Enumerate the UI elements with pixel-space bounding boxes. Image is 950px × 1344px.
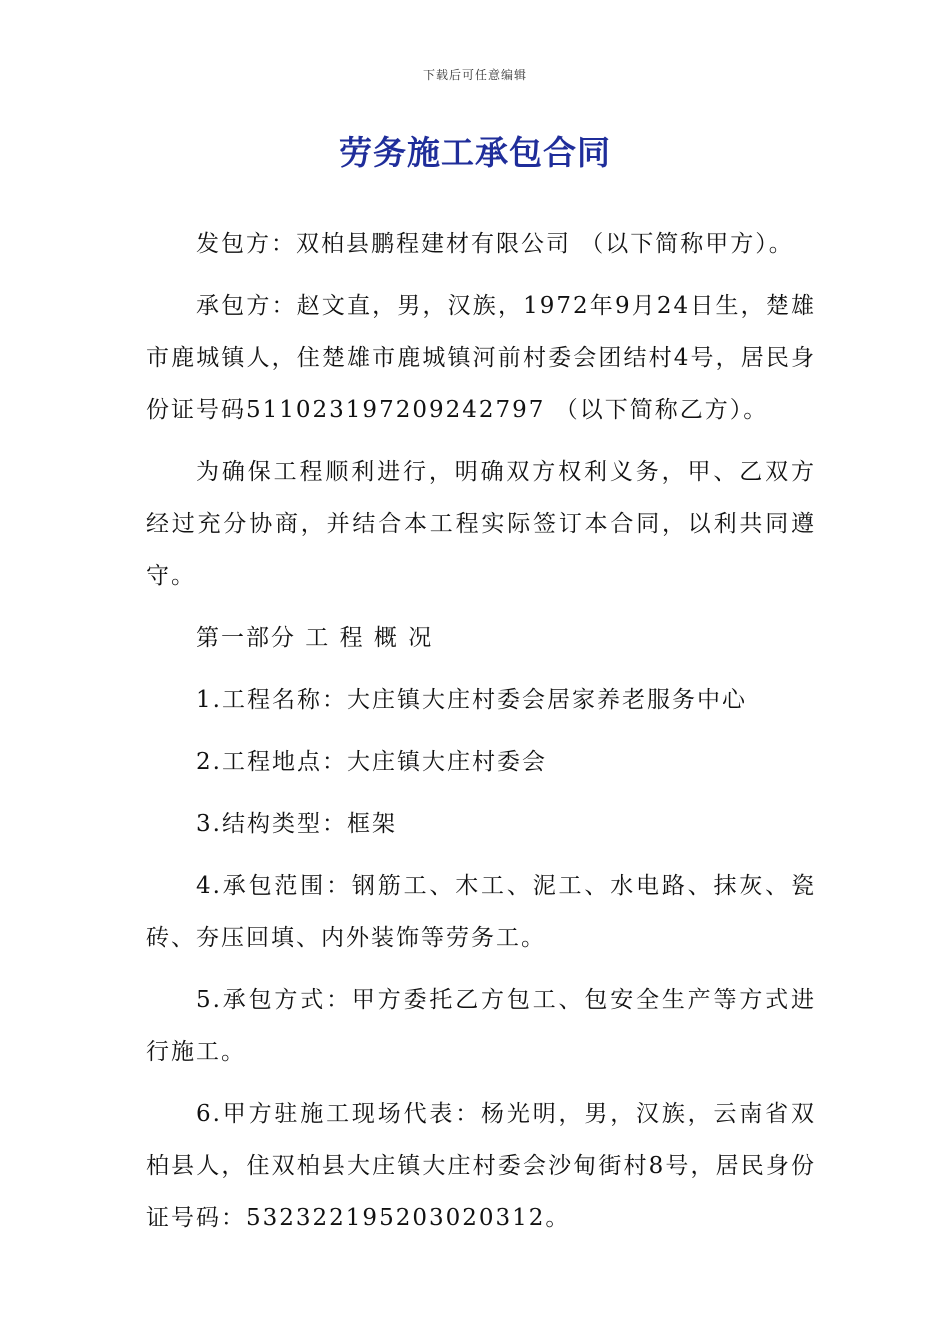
paragraph-project-name: 1.工程名称：大庄镇大庄村委会居家养老服务中心 — [196, 687, 747, 713]
paragraph-contract-method: 5.承包方式：甲方委托乙方包工、包安全生产等方式进行施工。 — [146, 987, 816, 1065]
paragraph-contractor-b: 承包方：赵文直，男，汉族，1972年9月24日生，楚雄市鹿城镇人，住楚雄市鹿城镇河前村委会团结村4号，居民身份证号码511023197209242797 （以下简称乙方）。 — [146, 293, 816, 423]
document-body — [146, 218, 816, 1254]
section-heading-overview: 第一部分 工 程 概 况 — [196, 625, 434, 651]
paragraph-contractor-a: 发包方：双柏县鹏程建材有限公司 （以下简称甲方）。 — [196, 231, 794, 257]
paragraph-site-representative: 6.甲方驻施工现场代表：杨光明，男，汉族，云南省双柏县人，住双柏县大庄镇大庄村委会沙甸街村8号，居民身份证号码：532322195203020312。 — [146, 1101, 816, 1231]
paragraph-structure-type: 3.结构类型：框架 — [196, 811, 397, 837]
header-note: 下载后可任意编辑 — [422, 68, 527, 82]
paragraph-contract-scope: 4.承包范围：钢筋工、木工、泥工、水电路、抹灰、瓷砖、夯压回填、内外装饰等劳务工。 — [146, 873, 816, 951]
document-title: 劳务施工承包合同 — [339, 133, 611, 172]
paragraph-purpose: 为确保工程顺利进行，明确双方权利义务，甲、乙双方经过充分协商，并结合本工程实际签订本合同，以利共同遵守。 — [146, 459, 816, 589]
paragraph-project-location: 2.工程地点：大庄镇大庄村委会 — [196, 749, 547, 775]
